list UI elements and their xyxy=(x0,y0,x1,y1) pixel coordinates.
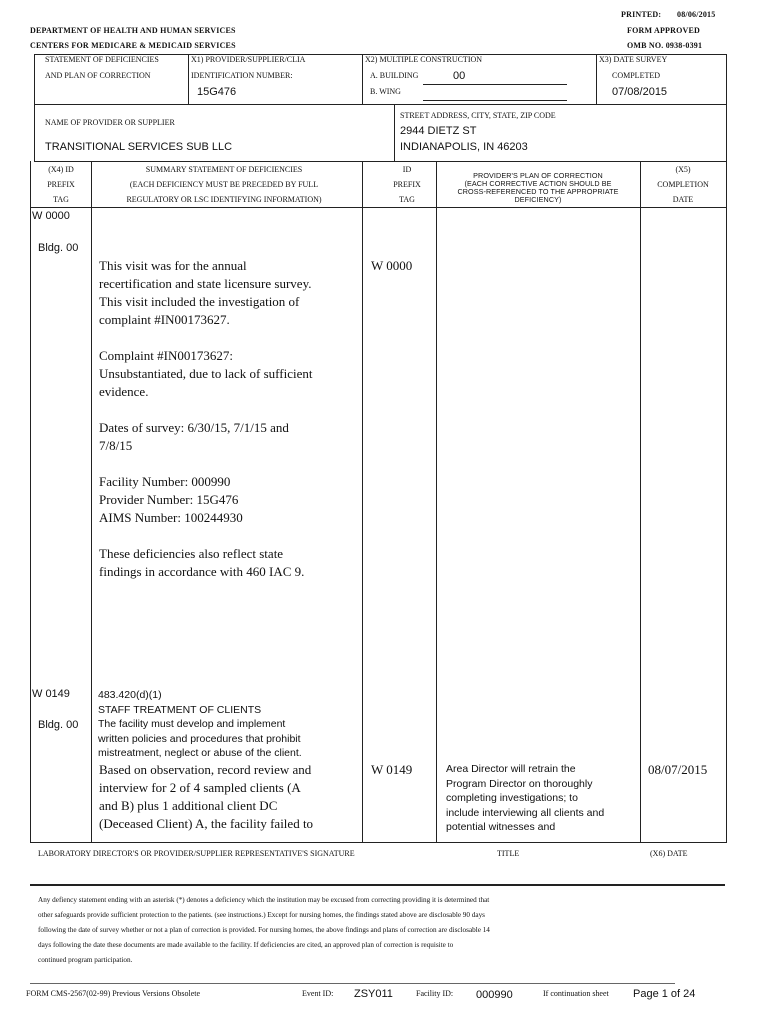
form-number: FORM CMS-2567(02-99) Previous Versions Obsolete xyxy=(26,989,201,998)
plan-note-2: CROSS-REFERENCED TO THE APPROPRIATE xyxy=(457,187,619,196)
id-header: ID xyxy=(402,165,412,174)
plan-of-correction-text xyxy=(446,762,638,835)
identification-number-label: IDENTIFICATION NUMBER: xyxy=(191,71,293,80)
city-state-zip-value: INDIANAPOLIS, IN 46203 xyxy=(400,141,528,153)
date-header: DATE xyxy=(672,195,694,204)
text-line: These deficiencies also reflect state xyxy=(99,546,284,561)
plan-header: PROVIDER'S PLAN OF CORRECTION xyxy=(473,171,603,180)
x4-id-header: (X4) ID xyxy=(48,165,74,174)
continuation-label: If continuation sheet xyxy=(543,989,609,998)
provider-id-value: 15G476 xyxy=(197,86,237,98)
id-prefix-tag: W 0000 xyxy=(371,258,413,273)
text-line: 7/8/15 xyxy=(99,438,133,453)
building-label: A. BUILDING xyxy=(370,71,419,80)
x4-tag-header: TAG xyxy=(53,195,69,204)
text-line: complaint #IN00173627. xyxy=(99,312,230,327)
text-spacer xyxy=(99,455,361,473)
wing-label: B. WING xyxy=(370,87,401,96)
department-name: DEPARTMENT OF HEALTH AND HUMAN SERVICES xyxy=(30,26,236,35)
provider-name-label: NAME OF PROVIDER OR SUPPLIER xyxy=(45,118,175,127)
text-line: evidence. xyxy=(99,384,149,399)
text-line: interview for 2 of 4 sampled clients (A xyxy=(99,780,301,795)
completion-header: COMPLETION xyxy=(657,180,709,189)
prefix-tag: W 0149 xyxy=(32,688,70,700)
street-address-label: STREET ADDRESS, CITY, STATE, ZIP CODE xyxy=(400,111,556,120)
disclaimer xyxy=(38,893,728,968)
summary-note-2: REGULATORY OR LSC IDENTIFYING INFORMATION) xyxy=(126,195,322,204)
printed-label: PRINTED: xyxy=(621,10,662,19)
summary-header: SUMMARY STATEMENT OF DEFICIENCIES xyxy=(145,165,303,174)
plan-of-correction-label: AND PLAN OF CORRECTION xyxy=(45,71,151,80)
text-line: 483.420(d)(1) xyxy=(98,689,162,701)
text-spacer xyxy=(99,329,361,347)
text-line: Area Director will retrain the xyxy=(446,763,576,775)
plan-note-1: (EACH CORRECTIVE ACTION SHOULD BE xyxy=(464,179,612,188)
text-line: Based on observation, record review and xyxy=(99,762,312,777)
text-line: Facility Number: 000990 xyxy=(99,474,231,489)
text-line: STAFF TREATMENT OF CLIENTS xyxy=(98,703,262,716)
disclaimer-line: days following the date these documents are made available to the facility. If deficiencies are cited, an approved plan of correction is requisite to xyxy=(38,941,454,949)
text-line: include interviewing all clients and xyxy=(446,806,605,819)
completion-date: 08/07/2015 xyxy=(648,762,708,777)
event-id-label: Event ID: xyxy=(302,989,334,998)
deficiency-text xyxy=(99,257,361,581)
text-spacer xyxy=(99,527,361,545)
multiple-construction-label: X2) MULTIPLE CONSTRUCTION xyxy=(365,55,483,64)
text-line: Program Director on thoroughly xyxy=(446,777,593,790)
centers-name: CENTERS FOR MEDICARE & MEDICAID SERVICES xyxy=(30,41,236,50)
signature-label: LABORATORY DIRECTOR'S OR PROVIDER/SUPPLIER REPRESENTATIVE'S SIGNATURE xyxy=(38,849,355,858)
text-line: Provider Number: 15G476 xyxy=(99,492,239,507)
text-line: potential witnesses and xyxy=(446,821,556,833)
text-line: This visit was for the annual xyxy=(99,258,247,273)
disclaimer-line: following the date of survey whether or not a plan of correction is provided. For nursing homes, the above findings and plans of correction are disclosable 14 xyxy=(38,926,490,934)
building-tag: Bldg. 00 xyxy=(38,719,79,731)
id-tag-header: TAG xyxy=(399,195,415,204)
page-number: Page 1 of 24 xyxy=(633,988,696,1000)
street-address-value: 2944 DIETZ ST xyxy=(400,125,477,137)
omb-number: OMB NO. 0938-0391 xyxy=(627,41,703,50)
building-value: 00 xyxy=(453,70,466,82)
printed-date: 08/06/2015 xyxy=(677,10,716,19)
facility-id-value: 000990 xyxy=(476,989,513,1001)
form-approved: FORM APPROVED xyxy=(627,26,701,35)
building-tag: Bldg. 00 xyxy=(38,242,79,254)
text-line: recertification and state licensure survey. xyxy=(99,276,312,291)
x6-date-label: (X6) DATE xyxy=(650,849,688,858)
regulation-text xyxy=(98,688,360,761)
text-line: completing investigations; to xyxy=(446,792,578,804)
finding-text xyxy=(99,761,361,833)
provider-name-value: TRANSITIONAL SERVICES SUB LLC xyxy=(45,141,233,153)
completed-label: COMPLETED xyxy=(612,71,660,80)
provider-id-label: X1) PROVIDER/SUPPLIER/CLIA xyxy=(191,55,306,64)
event-id-value: ZSY011 xyxy=(354,988,393,1000)
plan-note-3: DEFICIENCY) xyxy=(514,195,562,204)
disclaimer-line: Any defiency statement ending with an asterisk (*) denotes a deficiency which the institution may be excused from correcting providing it is determined that xyxy=(38,896,490,904)
text-line: Dates of survey: 6/30/15, 7/1/15 and xyxy=(99,420,289,435)
x5-header: (X5) xyxy=(675,165,691,174)
id-prefix-tag: W 0149 xyxy=(371,762,413,777)
text-line: The facility must develop and implement xyxy=(98,718,286,730)
text-spacer xyxy=(99,401,361,419)
survey-date-value: 07/08/2015 xyxy=(612,86,668,98)
text-line: Complaint #IN00173627: xyxy=(99,348,233,363)
text-line: This visit included the investigation of xyxy=(99,294,300,309)
summary-note-1: (EACH DEFICIENCY MUST BE PRECEDED BY FULL xyxy=(129,180,319,189)
disclaimer-line: other safeguards provide sufficient protection to the patients. (see instructions.) Except for nursing homes, the findings stated above are disclosable 90 days xyxy=(38,911,485,919)
text-line: written policies and procedures that prohibit xyxy=(98,732,301,745)
text-line: (Deceased Client) A, the facility failed to xyxy=(99,816,314,831)
text-line: Unsubstantiated, due to lack of sufficient xyxy=(99,366,313,381)
text-line: AIMS Number: 100244930 xyxy=(99,510,243,525)
text-line: and B) plus 1 additional client DC xyxy=(99,798,278,813)
id-prefix-header: PREFIX xyxy=(393,180,421,189)
title-label: TITLE xyxy=(497,849,520,858)
x4-prefix-header: PREFIX xyxy=(47,180,75,189)
text-line: mistreatment, neglect or abuse of the client. xyxy=(98,747,302,759)
facility-id-label: Facility ID: xyxy=(416,989,454,998)
statement-label: STATEMENT OF DEFICIENCIES xyxy=(45,55,159,64)
disclaimer-line: continued program participation. xyxy=(38,956,133,964)
prefix-tag: W 0000 xyxy=(32,210,70,222)
text-line: findings in accordance with 460 IAC 9. xyxy=(99,564,305,579)
date-survey-label: X3) DATE SURVEY xyxy=(599,55,668,64)
